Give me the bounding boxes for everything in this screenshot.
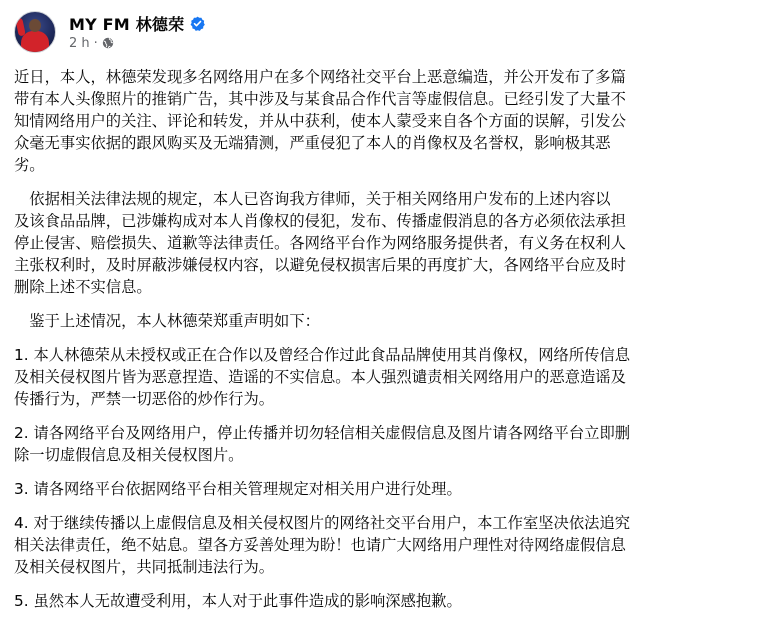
post-paragraph	[14, 310, 754, 332]
post-text-line: 停止侵害、赔偿损失、道歉等法律责任。各网络平台作为网络服务提供者，有义务在权利人	[14, 234, 626, 252]
post-text-line: 众毫无事实依据的跟风购买及无端猜测，严重侵犯了本人的肖像权及名誉权，影响极其恶	[14, 134, 611, 152]
post-text-line: 3. 请各网络平台依据网络平台相关管理规定对相关用户进行处理。	[14, 480, 462, 498]
post-time[interactable]: 2 h	[69, 35, 90, 51]
post-text	[14, 66, 754, 624]
post-text-line: 删除上述不实信息。	[14, 278, 152, 296]
post-paragraph	[14, 66, 754, 176]
post-text-line: 除一切虚假信息及相关侵权图片。	[14, 446, 244, 464]
post-text-line: 4. 对于继续传播以上虚假信息及相关侵权图片的网络社交平台用户，本工作室坚决依法追究	[14, 514, 631, 532]
post-paragraph	[14, 590, 754, 612]
post-paragraph	[14, 188, 754, 298]
post-text-line: 带有本人头像照片的推销广告，其中涉及与某食品合作代言等虚假信息。已经引发了大量不	[14, 90, 626, 108]
avatar[interactable]	[14, 11, 56, 53]
post-text-line: 知情网络用户的关注、评论和转发，并从中获利，使本人蒙受来自各个方面的误解，引发公	[14, 112, 626, 130]
time-row	[69, 34, 205, 52]
post-text-line: 相关法律责任，绝不姑息。望各方妥善处理为盼！也请广大网络用户理性对待网络虚假信息	[14, 536, 626, 554]
post-text-line: 依据相关法律法规的规定，本人已咨询我方律师，关于相关网络用户发布的上述内容以	[14, 190, 611, 208]
verified-badge-icon	[190, 16, 205, 31]
post-text-line: 及该食品品牌，已涉嫌构成对本人肖像权的侵犯，发布、传播虚假消息的各方必须依法承担	[14, 212, 626, 230]
post-text-line: 1. 本人林德荣从未授权或正在合作以及曾经合作过此食品品牌使用其肖像权，网络所传信息	[14, 346, 631, 364]
post-paragraph	[14, 478, 754, 500]
post-paragraph	[14, 344, 754, 410]
separator-dot: ·	[93, 35, 98, 51]
post-text-line: 2. 请各网络平台及网络用户，停止传播并切勿轻信相关虚假信息及图片请各网络平台立即删	[14, 424, 631, 442]
avatar-head	[29, 19, 41, 32]
post-text-line: 主张权利时，及时屏蔽涉嫌侵权内容，以避免侵权损害后果的再度扩大，各网络平台应及时	[14, 256, 626, 274]
post-text-line: 劣。	[14, 156, 45, 174]
globe-icon[interactable]	[102, 37, 114, 49]
post-text-line: 近日，本人，林德荣发现多名网络用户在多个网络社交平台上恶意编造，并公开发布了多篇	[14, 68, 626, 86]
post-paragraph	[14, 422, 754, 466]
post-meta	[69, 12, 205, 52]
author-name[interactable]: MY FM 林德荣	[69, 14, 185, 34]
post-paragraph	[14, 512, 754, 578]
name-row	[69, 12, 205, 34]
avatar-body	[21, 31, 49, 53]
post-header	[14, 10, 205, 54]
post-text-line: 及相关侵权图片，共同抵制违法行为。	[14, 558, 275, 576]
post-text-line: 鉴于上述情况，本人林德荣郑重声明如下：	[14, 312, 320, 330]
post-text-line: 5. 虽然本人无故遭受利用，本人对于此事件造成的影响深感抱歉。	[14, 592, 462, 610]
post-text-line: 传播行为，严禁一切恶俗的炒作行为。	[14, 390, 275, 408]
post-text-line: 及相关侵权图片皆为恶意捏造、造谣的不实信息。本人强烈谴责相关网络用户的恶意造谣及	[14, 368, 626, 386]
